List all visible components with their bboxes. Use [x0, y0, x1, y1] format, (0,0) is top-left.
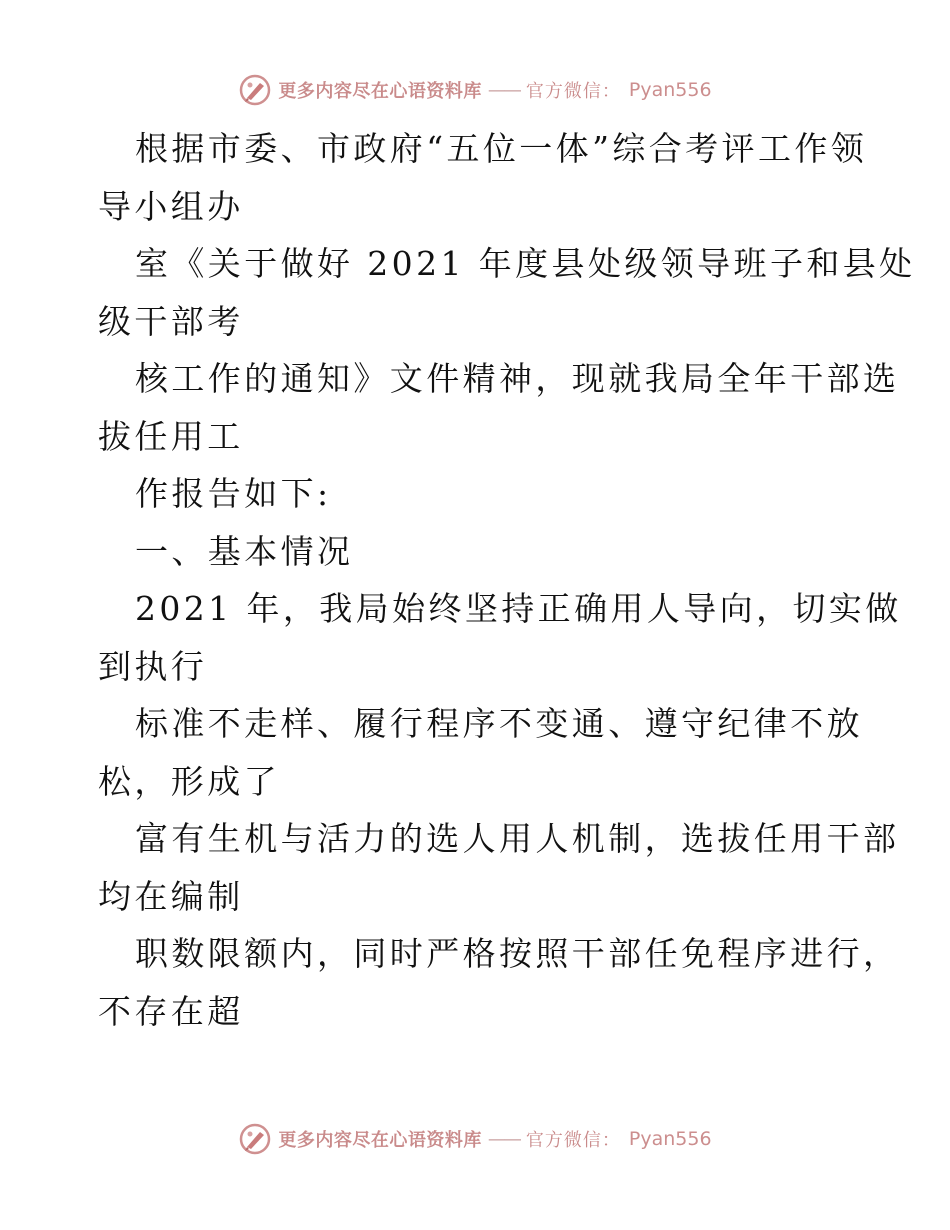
- text-line: 核工作的通知》文件精神，现就我局全年干部选: [135, 359, 900, 398]
- watermark-sub-text: 官方微信：: [525, 1130, 621, 1151]
- text-line: 均在编制: [98, 876, 244, 916]
- watermark-account: Pyan556: [628, 1128, 712, 1150]
- pen-circle-icon: [238, 1122, 272, 1156]
- text-line: 职数限额内，同时严格按照干部任免程序进行，: [135, 934, 900, 973]
- watermark-main-text: 更多内容尽在心语资料库: [278, 1130, 482, 1151]
- watermark-dash: ——: [487, 1128, 520, 1150]
- text-line: 室《关于做好 2021 年度县处级领导班子和县处: [135, 244, 916, 283]
- watermark-sub-text: 官方微信：: [525, 81, 621, 102]
- watermark-account: Pyan556: [628, 79, 712, 101]
- section-heading: 一、基本情况: [135, 531, 354, 571]
- watermark-dash: ——: [487, 79, 520, 101]
- pen-circle-icon: [238, 73, 272, 107]
- header-watermark: [0, 70, 950, 110]
- text-line: 根据市委、市政府“五位一体”综合考评工作领: [135, 129, 868, 168]
- text-line: 作报告如下:: [135, 474, 332, 513]
- text-line: 到执行: [98, 646, 208, 686]
- document-body: [98, 120, 916, 1040]
- text-line: 拔任用工: [98, 416, 244, 456]
- footer-watermark: [0, 1119, 950, 1159]
- text-line: 级干部考: [98, 301, 244, 341]
- watermark-main-text: 更多内容尽在心语资料库: [278, 81, 482, 102]
- text-line: 松，形成了: [98, 761, 280, 801]
- text-line: 标准不走样、履行程序不变通、遵守纪律不放: [135, 704, 863, 743]
- text-line: 2021 年，我局始终坚持正确用人导向，切实做: [135, 589, 902, 628]
- text-line: 富有生机与活力的选人用人机制，选拔任用干部: [135, 819, 900, 858]
- text-line: 导小组办: [98, 186, 244, 226]
- text-line: 不存在超: [98, 991, 244, 1031]
